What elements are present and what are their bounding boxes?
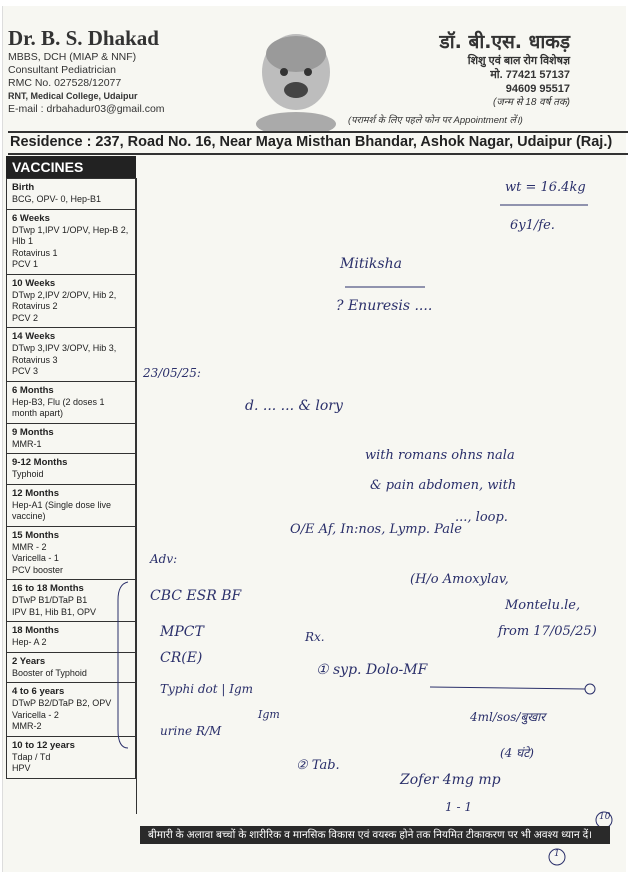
vaccine-detail: BCG, OPV- 0, Hep-B1 bbox=[12, 194, 102, 204]
college: RNT, Medical College, Udaipur bbox=[8, 91, 138, 101]
doctor-name-hindi: डॉ. बी.एस. धाकड़ bbox=[439, 31, 570, 53]
hw-medicine-1-dose: 4ml/sos/बुखार bbox=[470, 710, 546, 724]
vaccine-age: 9 Months bbox=[12, 426, 54, 438]
vaccine-detail: Typhoid bbox=[12, 469, 44, 479]
role: Consultant Pediatrician bbox=[8, 64, 116, 76]
hw-patient-name: Mitiksha bbox=[340, 256, 402, 272]
hw-weight: wt = 16.4kg bbox=[505, 180, 586, 195]
hw-investigation-2: MPCT bbox=[160, 624, 204, 640]
email: E-mail : drbahadur03@gmail.com bbox=[8, 103, 165, 115]
appointment-note: (परामर्श के लिए पहले फोन पर Appointment लें।) bbox=[348, 115, 523, 126]
vaccine-age: 15 Months bbox=[12, 529, 59, 541]
vaccine-detail: MMR - 2 Varicella - 1 PCV booster bbox=[12, 541, 64, 575]
hw-examination: O/E Af, In:nos, Lymp. Pale bbox=[290, 522, 462, 537]
hw-complaint-3: & pain abdomen, with bbox=[370, 478, 517, 493]
vaccine-age: 9-12 Months bbox=[12, 457, 68, 468]
vaccine-age: 18 Months bbox=[12, 625, 59, 636]
residence-address: Residence : 237, Road No. 16, Near Maya Misthan Bhandar, Ashok Nagar, Udaipur (Raj.) bbox=[10, 134, 613, 150]
vaccine-age: 16 to 18 Months bbox=[12, 583, 84, 594]
hw-history-3: from 17/05/25) bbox=[498, 624, 597, 639]
rmc-number: RMC No. 027528/12077 bbox=[8, 77, 122, 89]
mobile-2: 94609 95517 bbox=[505, 83, 570, 95]
hw-investigation-1: CBC ESR BF bbox=[150, 588, 242, 604]
footer-note: बीमारी के अलावा बच्चों के शारीरिक व मानसिक विकास एवं वयस्क होने तक नियमित टीकाकरण पर भी अवश्य ध्यान दें। bbox=[140, 826, 610, 844]
hw-circle-10: 10 bbox=[599, 812, 611, 822]
vaccine-age: 14 Weeks bbox=[12, 331, 56, 342]
hw-history-1: (H/o Amoxylav, bbox=[410, 572, 509, 587]
vaccine-age: 10 Weeks bbox=[12, 277, 56, 289]
hw-medicine-1: ① syp. Dolo-MF bbox=[316, 662, 428, 678]
vaccine-detail: Tdap / Td HPV bbox=[12, 751, 51, 773]
vaccine-age: 4 to 6 years bbox=[12, 686, 65, 697]
hw-complaint-2: with romans ohns nala bbox=[365, 448, 515, 463]
hw-investigation-4b: Igm bbox=[258, 708, 280, 721]
hw-medicine-2: ② Tab. bbox=[296, 758, 340, 773]
vaccine-age: 10 to 12 years bbox=[12, 739, 75, 751]
qualifications: MBBS, DCH (MIAP & NNF) bbox=[8, 51, 137, 63]
hw-advice: Adv: bbox=[150, 552, 178, 566]
hw-medicine-2-dose: 1 - 1 bbox=[445, 800, 472, 814]
hw-investigation-5: urine R/M bbox=[160, 724, 222, 738]
vaccine-age: 6 Months bbox=[12, 384, 54, 396]
mobile-1: मो. 77421 57137 bbox=[490, 69, 570, 81]
vaccine-age: 12 Months bbox=[12, 487, 59, 499]
hw-history-2: Montelu.le, bbox=[505, 598, 581, 613]
specialty-hindi: शिशु एवं बाल रोग विशेषज्ञ bbox=[467, 55, 570, 67]
age-note: (जन्म से 18 वर्ष तक) bbox=[493, 97, 570, 108]
hw-complaint: ? Enuresis .... bbox=[336, 298, 433, 314]
doctor-name: Dr. B. S. Dhakad bbox=[8, 26, 159, 50]
vaccine-detail: DTwp 3,IPV 3/OPV, Hib 3, Rotavirus 3 PCV 3 bbox=[12, 343, 117, 376]
vaccine-detail: DTwP B2/DTaP B2, OPV Varicella - 2 MMR-2 bbox=[12, 698, 112, 731]
hw-date: 23/05/25: bbox=[143, 366, 201, 380]
vaccine-detail: Booster of Typhoid bbox=[12, 667, 87, 678]
vaccine-detail: Hep-A1 (Single dose live vaccine) bbox=[12, 499, 112, 521]
hw-investigation-4: Typhi dot | Igm bbox=[160, 682, 254, 696]
hw-complaint-4: ..., loop. bbox=[455, 510, 508, 525]
vaccine-age: 2 Years bbox=[12, 655, 46, 667]
hw-medicine-1-freq: (4 घंटे) bbox=[500, 746, 534, 760]
hw-investigation-3: CR(E) bbox=[160, 650, 203, 666]
vaccine-detail: Hep- A 2 bbox=[12, 637, 47, 647]
vaccine-detail: MMR-1 bbox=[12, 438, 42, 449]
vaccine-detail: Hep-B3, Flu (2 doses 1 month apart) bbox=[12, 396, 105, 418]
hw-rx: Rx. bbox=[305, 630, 325, 644]
vaccine-detail: DTwp 1,IPV 1/OPV, Hep-B 2, Hlb 1 Rotavirus 1 PCV 1 bbox=[12, 224, 129, 269]
vaccine-age: 6 Weeks bbox=[12, 212, 50, 224]
hw-complaint-1: d. ... ... & lory bbox=[245, 398, 343, 414]
vaccines-title: VACCINES bbox=[6, 156, 136, 178]
hw-medicine-2-name: Zofer 4mg mp bbox=[400, 772, 501, 788]
hw-circle-1: 1 bbox=[554, 849, 560, 859]
hw-age: 6y1/fe. bbox=[510, 218, 555, 233]
vaccine-detail: DTwp 2,IPV 2/OPV, Hib 2, Rotavirus 2 PCV 2 bbox=[12, 289, 117, 323]
vaccine-age: Birth bbox=[12, 182, 35, 193]
vaccine-detail: DTwP B1/DTaP B1 IPV B1, Hib B1, OPV bbox=[12, 595, 97, 617]
